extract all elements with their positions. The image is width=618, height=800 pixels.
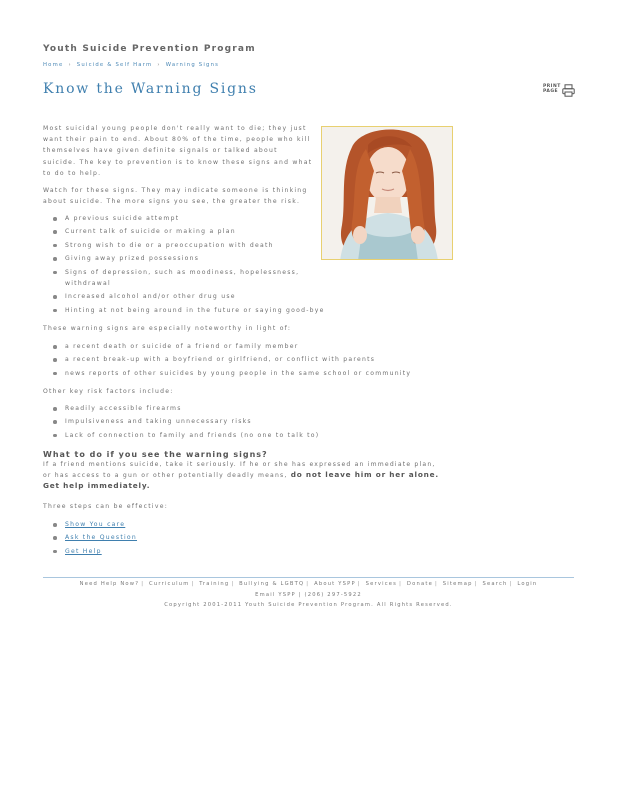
intro-paragraph: Most suicidal young people don't really want to die; they just want their pain to end. About 80% of the time, people who kill themselves have given definite signals or talked about suicide. The key to prevention is to know these signs and what to do to help. — [43, 125, 313, 177]
photo-young-woman — [321, 126, 453, 260]
breadcrumb — [43, 62, 219, 68]
list-item: a recent break-up with a boyfriend or girlfriend, or conflict with parents — [43, 354, 463, 365]
page-title: Know the Warning Signs — [43, 81, 258, 97]
noteworthy-paragraph: These warning signs are especially noteworthy in light of: — [43, 325, 292, 332]
steps-intro: Three steps can be effective: — [43, 503, 169, 510]
show-you-care-link[interactable]: Show You care — [65, 521, 126, 528]
footer-link-need-help[interactable]: Need Help Now? — [79, 581, 140, 587]
breadcrumb-current: Warning Signs — [165, 62, 220, 68]
steps-list — [43, 519, 313, 559]
get-help-link[interactable]: Get Help — [65, 547, 102, 555]
footer-link-about[interactable]: About YSPP — [314, 581, 356, 587]
list-item: A previous suicide attempt — [43, 213, 313, 224]
print-label-line1: PRINT — [543, 84, 561, 89]
footer-copyright: Copyright 2001-2011 Youth Suicide Prevention Program. All Rights Reserved. — [164, 602, 453, 608]
list-item — [43, 532, 313, 543]
footer-contact: Email YSPP | (206) 297-5922 — [255, 592, 362, 598]
footer-link-services[interactable]: Services — [365, 581, 398, 587]
breadcrumb-separator: › — [157, 62, 161, 68]
list-item: Impulsiveness and taking unnecessary risks — [43, 416, 383, 427]
ask-the-question-link[interactable]: Ask the Question — [65, 534, 138, 542]
what-to-do-heading: What to do if you see the warning signs? — [43, 450, 268, 459]
footer-link-donate[interactable]: Donate — [406, 581, 433, 587]
list-item: Increased alcohol and/or other drug use — [43, 291, 313, 302]
what-to-do-emphasis: do not leave him or her alone. Get help immediately. — [43, 470, 439, 490]
footer-link-sitemap[interactable]: Sitemap — [442, 581, 473, 587]
risk-factors-paragraph: Other key risk factors include: — [43, 388, 174, 395]
list-item — [43, 546, 313, 557]
list-item — [43, 519, 313, 530]
list-item: news reports of other suicides by young people in the same school or community — [43, 368, 463, 379]
photo-illustration — [322, 127, 453, 260]
breadcrumb-separator: › — [68, 62, 72, 68]
list-item: Readily accessible firearms — [43, 403, 383, 414]
list-item: Strong wish to die or a preoccupation with death — [43, 240, 313, 251]
footer-link-login[interactable]: Login — [517, 581, 538, 587]
breadcrumb-suicide-self-harm[interactable]: Suicide & Self Harm — [76, 62, 153, 68]
footer-divider — [43, 577, 574, 578]
footer-nav: Need Help Now? | Curriculum | Training | Bullying & LGBTQ | About YSPP | Services | Donate | Sitemap | Search | Login — [79, 581, 538, 587]
events-list — [43, 341, 463, 381]
print-label — [543, 84, 561, 94]
list-item: Giving away prized possessions — [43, 253, 313, 264]
warning-signs-list — [43, 213, 325, 318]
print-page-button[interactable] — [543, 84, 579, 98]
breadcrumb-home[interactable]: Home — [43, 62, 64, 68]
what-to-do-paragraph — [43, 460, 443, 492]
list-item: Lack of connection to family and friends (no one to talk to) — [43, 430, 383, 441]
what-to-do-text: If a friend mentions suicide, take it seriously. If he or she has expressed an immediate plan, or has access to a gun or other potentially deadly means, — [43, 461, 436, 479]
footer-link-curriculum[interactable]: Curriculum — [149, 581, 190, 587]
footer-link-search[interactable]: Search — [482, 581, 508, 587]
program-title: Youth Suicide Prevention Program — [43, 44, 256, 54]
list-item: a recent death or suicide of a friend or family member — [43, 341, 463, 352]
watch-paragraph: Watch for these signs. They may indicate someone is thinking about suicide. The more signs you see, the greater the risk. — [43, 187, 308, 206]
list-item: Signs of depression, such as moodiness, hopelessness, withdrawal — [43, 267, 313, 289]
list-item: Current talk of suicide or making a plan — [43, 226, 313, 237]
list-item: Hinting at not being around in the future or saying good-bye — [43, 305, 313, 316]
printer-icon — [562, 84, 575, 97]
footer-link-bullying-lgbtq[interactable]: Bullying & LGBTQ — [239, 581, 305, 587]
risk-factors-list — [43, 403, 383, 443]
footer-link-training[interactable]: Training — [199, 581, 230, 587]
print-label-line2: PAGE — [543, 89, 559, 94]
